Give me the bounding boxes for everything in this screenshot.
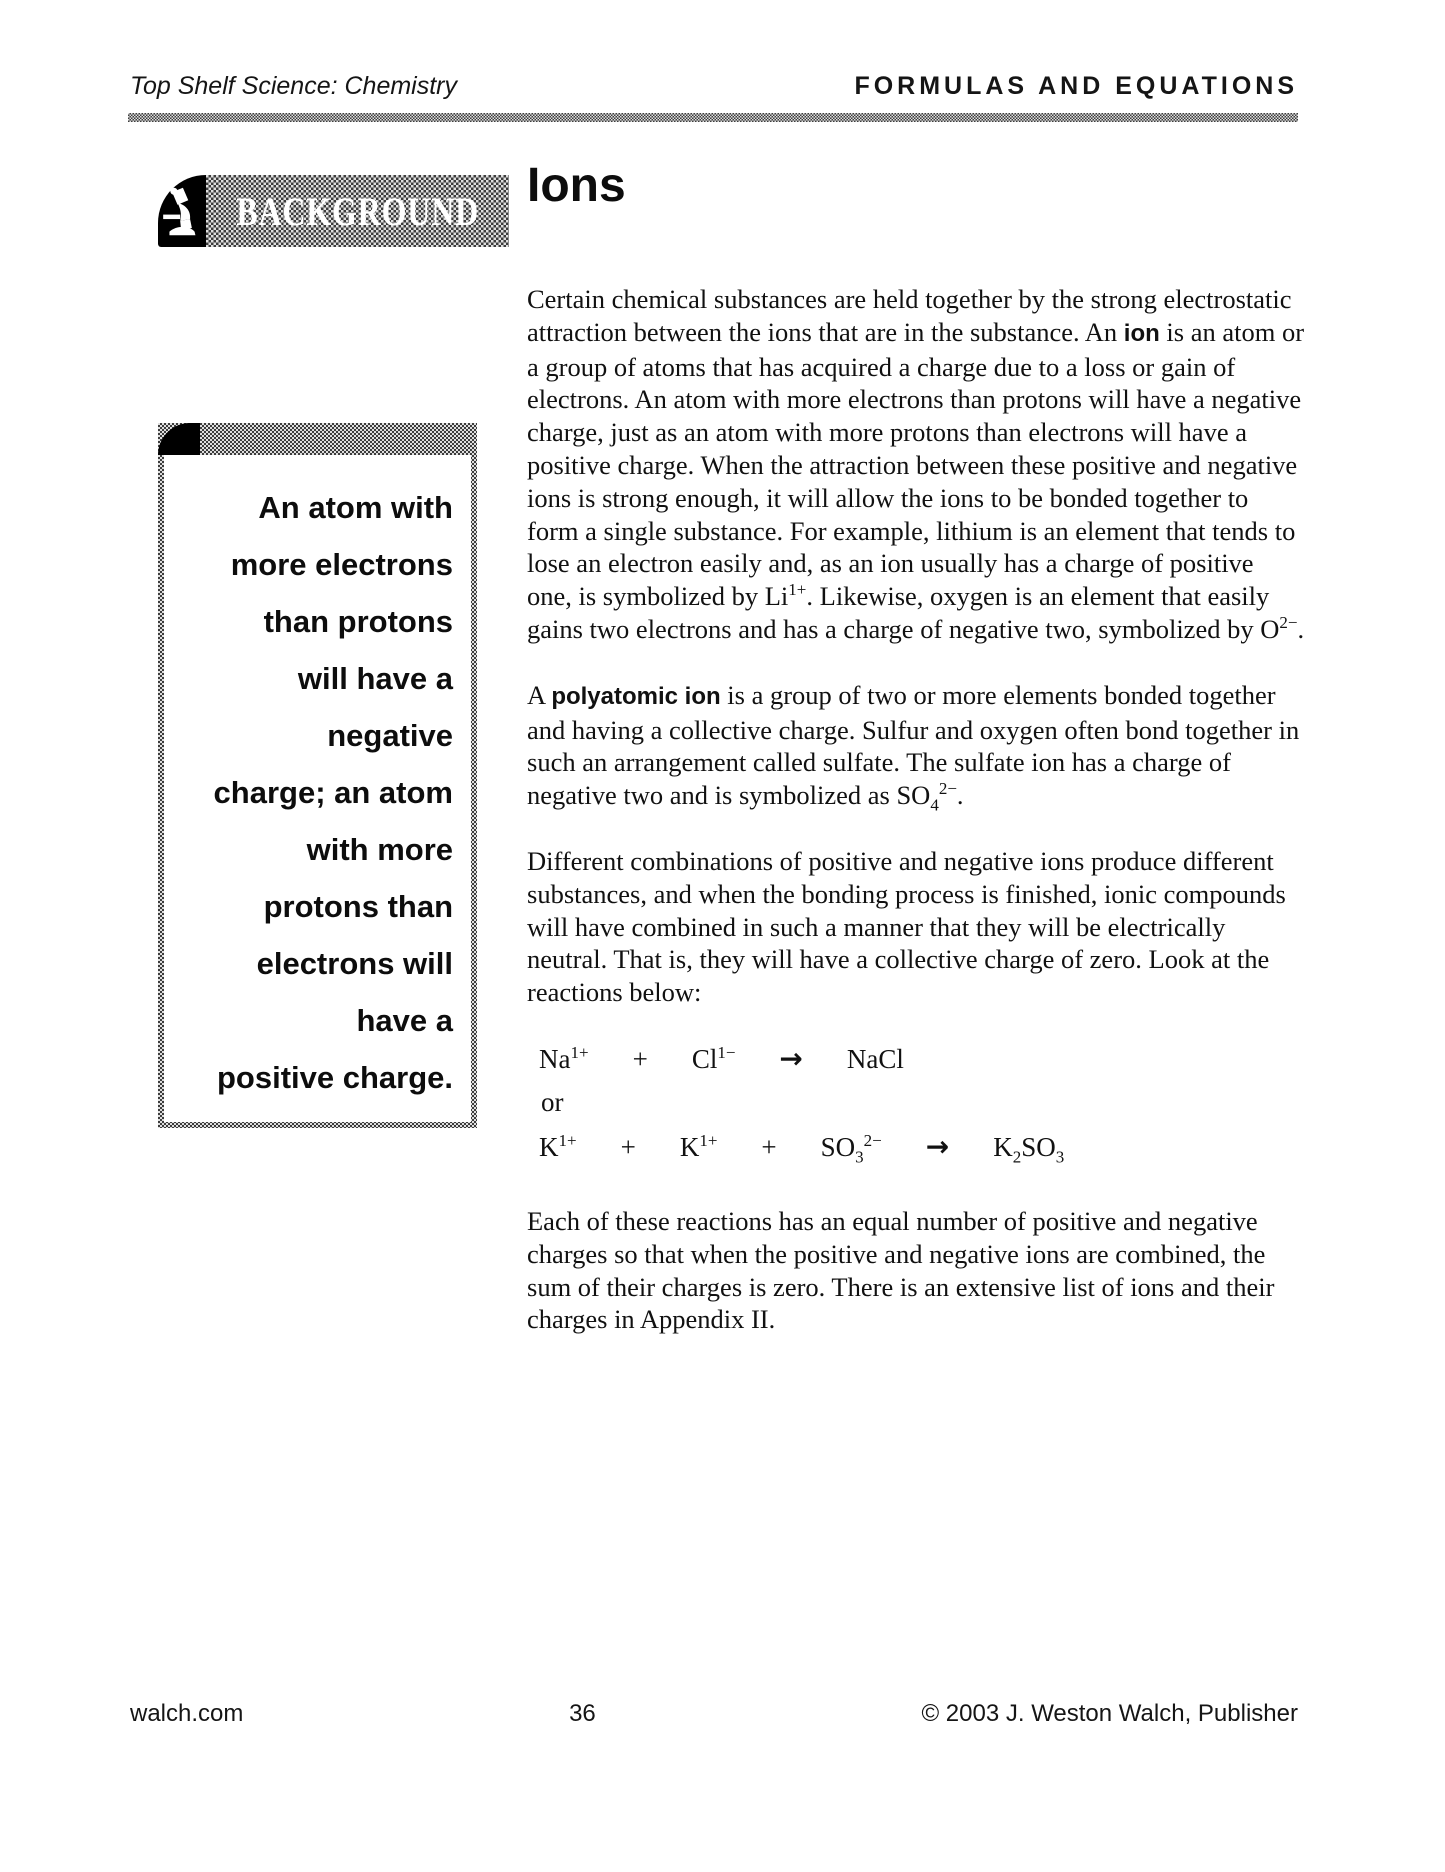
- callout-box: [158, 423, 477, 1128]
- page-footer: [130, 1700, 1298, 1728]
- equation-2: $K^{1+}$ + $K^{1+}$ + $SO_3^{2-}$ → $K_2SO_3$: [539, 1129, 1065, 1167]
- paragraph-4: Each of these reactions has an equal number of positive and negative charges so that when the positive and negative ions are combined, the sum of their charges is zero. There is an extensive list of ions and their charges in Appendix II.: [527, 1205, 1275, 1335]
- paragraph-1: Certain chemical substances are held together by the strong electrostatic attraction between the ions that are in the substance. An ion is an atom or a group of atoms that has acquired a charge due to a loss or gain of electrons. An atom with more electrons than protons will have a negative charge, just as an atom with more protons than electrons will have a positive charge. When the attraction between these positive and negative ions is strong enough, it will allow the ions to be bonded together to form a single substance. For example, lithium is an element that tends to lose an electron easily and, as an ion usually has a charge of positive one, is symbolized by $Li^{1+}$. Likewise, oxygen is an element that easily gains two electrons and has a charge of negative two, symbolized by $O^{2-}$.: [527, 284, 1305, 644]
- section-header: FORMULAS AND EQUATIONS: [854, 72, 1298, 100]
- paragraph-2: A polyatomic ion is a group of two or more elements bonded together and having a collective charge. Sulfur and oxygen often bond together in such an arrangement called sulfate. The sulfate ion has a charge of negative two and is symbolized as $SO_4^{2-}$.: [527, 679, 1300, 815]
- footer-copyright: © 2003 J. Weston Walch, Publisher: [921, 1700, 1298, 1727]
- callout-text: An atom with more electrons than protons will have a negative charge; an atom with more protons than electrons will have a positive charge.: [164, 455, 471, 1122]
- background-badge: [158, 175, 480, 247]
- reaction-equations: [539, 1041, 1305, 1167]
- badge-label-band: [206, 175, 509, 247]
- equation-or-label: or: [541, 1086, 564, 1117]
- badge-label: BACKGROUND: [236, 188, 480, 234]
- page-title: Ions: [527, 159, 626, 212]
- footer-site: walch.com: [130, 1700, 244, 1727]
- header-rule: [128, 113, 1298, 122]
- book-title: Top Shelf Science: Chemistry: [130, 72, 458, 100]
- footer-page-number: 36: [569, 1700, 596, 1727]
- callout-corner-decoration: [158, 423, 200, 455]
- page-header: [130, 72, 1298, 101]
- main-content: [527, 158, 1305, 1369]
- paragraph-3: Different combinations of positive and negative ions produce different substances, and when the bonding process is finished, ionic compounds will have combined in such a manner that they will be electrically neutral. That is, they will have a collective charge of zero. Look at the reactions below:: [527, 845, 1286, 1008]
- microscope-icon: [158, 185, 206, 237]
- badge-icon-panel: [158, 175, 206, 247]
- equation-1: $Na^{1+}$ + $Cl^{1-}$ → NaCl: [539, 1041, 904, 1075]
